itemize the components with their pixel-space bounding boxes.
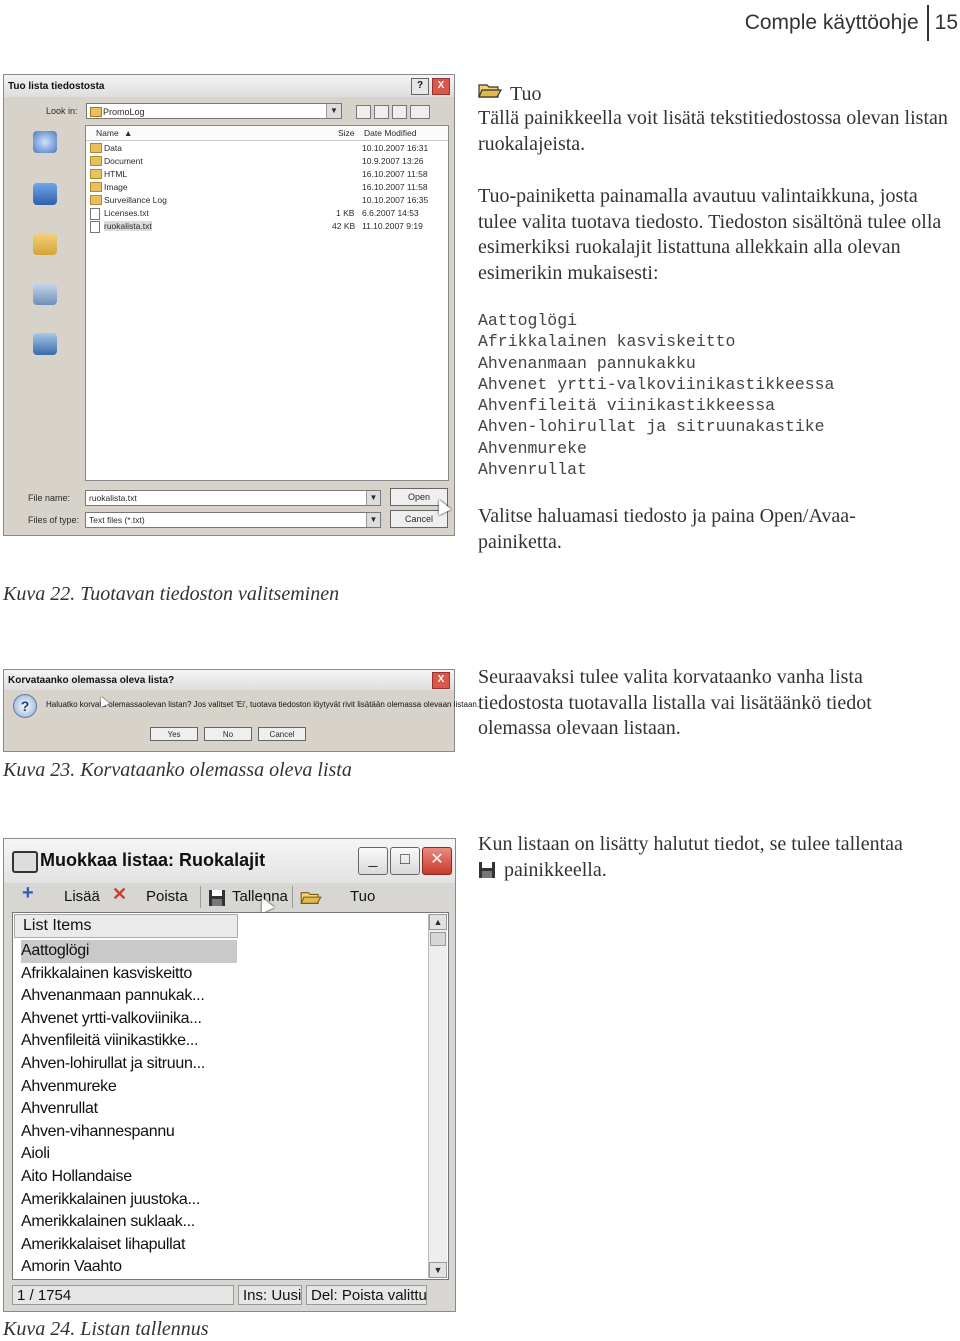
file-list bbox=[85, 125, 449, 481]
chevron-down-icon[interactable]: ▼ bbox=[326, 104, 341, 118]
file-row[interactable] bbox=[86, 155, 448, 168]
dialog-titlebar bbox=[4, 670, 454, 690]
list-item[interactable]: Amerikkalainen suklaak... bbox=[21, 1213, 195, 1231]
views-menu-icon[interactable] bbox=[410, 105, 430, 119]
new-folder-icon[interactable] bbox=[392, 105, 407, 119]
list-item[interactable]: Ahvenmureke bbox=[21, 1077, 117, 1095]
list-item[interactable]: Ahvenanmaan pannukak... bbox=[21, 987, 205, 1005]
status-position: 1 / 1754 bbox=[12, 1285, 234, 1305]
add-button[interactable]: Lisää bbox=[64, 888, 100, 905]
toolbar bbox=[8, 883, 449, 911]
list-item[interactable]: Ahvenfileitä viinikastikke... bbox=[21, 1032, 199, 1050]
status-delete-hint: Del: Poista valittu bbox=[306, 1285, 427, 1305]
computer-icon bbox=[33, 283, 57, 305]
fig23-text: Seuraavaksi tulee valita korvataanko vanha lista tiedostosta tuotavalla listalla vai lisätäänkö tiedot olemassa olevaan listaan. bbox=[478, 666, 872, 739]
column-size[interactable]: Size bbox=[338, 128, 355, 138]
file-name: HTML bbox=[104, 169, 128, 179]
file-name-input[interactable] bbox=[85, 490, 381, 506]
folder-icon bbox=[90, 169, 102, 179]
cancel-button[interactable]: Cancel bbox=[258, 727, 306, 741]
file-row[interactable] bbox=[86, 168, 448, 181]
code-line: Ahven-lohirullat ja sitruunakastike bbox=[478, 417, 825, 437]
desktop-icon bbox=[33, 183, 57, 205]
document-title: Comple käyttöohje bbox=[744, 11, 919, 34]
look-in-label: Look in: bbox=[46, 106, 78, 116]
dialog-title: Tuo lista tiedostosta bbox=[8, 80, 105, 92]
place-desktop[interactable] bbox=[7, 183, 83, 207]
import-button[interactable]: Tuo bbox=[350, 888, 376, 905]
list-editor-window bbox=[3, 838, 456, 1312]
file-list-header bbox=[86, 126, 448, 141]
yes-button[interactable]: Yes bbox=[150, 727, 198, 741]
replace-list-dialog bbox=[3, 669, 480, 752]
toolbar-divider bbox=[200, 886, 201, 908]
file-date: 10.10.2007 16:35 bbox=[362, 195, 429, 205]
code-line: Ahvenanmaan pannukakku bbox=[478, 353, 696, 373]
list-item[interactable]: Amerikkalainen juustoka... bbox=[21, 1190, 200, 1208]
folder-icon bbox=[90, 156, 102, 166]
list-items-box[interactable] bbox=[12, 912, 449, 1280]
place-my-documents[interactable] bbox=[7, 233, 83, 257]
code-line: Ahvenet yrtti-valkoviinikastikkeessa bbox=[478, 374, 835, 394]
floppy-disk-icon bbox=[478, 861, 496, 879]
list-column-header[interactable]: List Items bbox=[14, 914, 238, 938]
tuo-heading-row bbox=[478, 80, 958, 106]
page-header bbox=[745, 6, 960, 40]
file-name: Image bbox=[104, 182, 128, 192]
file-date: 10.10.2007 16:31 bbox=[362, 143, 429, 153]
question-icon: ? bbox=[13, 694, 37, 718]
chevron-down-icon[interactable]: ▼ bbox=[366, 513, 380, 527]
tuo-paragraph-3: Valitse haluamasi tiedosto ja paina Open/Avaa-painiketta. bbox=[478, 505, 856, 553]
scroll-down-icon[interactable]: ▼ bbox=[429, 1262, 447, 1278]
app-icon bbox=[12, 851, 38, 873]
chevron-down-icon[interactable]: ▼ bbox=[366, 491, 380, 505]
dialog-title: Korvataanko olemassa oleva lista? bbox=[8, 674, 175, 686]
file-name: Data bbox=[104, 143, 122, 153]
list-item-selected[interactable]: Aattoglögi bbox=[21, 940, 237, 963]
file-row[interactable] bbox=[86, 142, 448, 155]
minimize-button[interactable]: _ bbox=[358, 847, 388, 875]
fig24-text-after-icon: painikkeella. bbox=[504, 858, 607, 881]
figure-caption: Kuva 23. Korvataanko olemassa oleva lista bbox=[3, 759, 352, 781]
code-line: Aattoglögi bbox=[478, 311, 578, 330]
list-item[interactable]: Ahvenet yrtti-valkoviinika... bbox=[21, 1009, 202, 1027]
header-divider bbox=[927, 5, 929, 41]
delete-icon[interactable]: ✕ bbox=[112, 884, 128, 904]
window-title: Muokkaa listaa: Ruokalajit bbox=[40, 850, 266, 870]
list-item[interactable]: Ahven-lohirullat ja sitruun... bbox=[21, 1054, 205, 1072]
tuo-section bbox=[478, 80, 958, 555]
file-name: Surveillance Log bbox=[104, 195, 167, 205]
figure-caption: Kuva 22. Tuotavan tiedoston valitseminen bbox=[3, 583, 340, 605]
file-row[interactable] bbox=[86, 194, 448, 207]
window-titlebar bbox=[4, 839, 455, 883]
code-line: Ahvenrullat bbox=[478, 460, 587, 480]
file-date: 11.10.2007 9:19 bbox=[362, 221, 423, 231]
list-items bbox=[21, 940, 241, 1279]
file-date: 10.9.2007 13:26 bbox=[362, 156, 424, 166]
back-icon[interactable] bbox=[356, 105, 371, 119]
status-insert-hint: Ins: Uusi bbox=[238, 1285, 302, 1305]
fig24-text bbox=[478, 832, 948, 883]
file-row-selected[interactable] bbox=[86, 220, 448, 233]
file-row[interactable] bbox=[86, 207, 448, 220]
tuo-paragraph-1: Tällä painikkeella voit lisätä tekstitiedostossa olevan listan ruokalajeista. bbox=[478, 107, 948, 155]
file-name: Document bbox=[104, 156, 143, 166]
tuo-paragraph-2: Tuo-painiketta painamalla avautuu valintaikkuna, josta tulee valita tuotava tiedosto. Tiedoston sisältönä tulee olla esimerkiksi ruokalajit listattuna allekkain alla olevan esimerikin mukaisesti: bbox=[478, 185, 942, 284]
file-type-value: Text files (*.txt) bbox=[89, 515, 145, 525]
look-in-select[interactable] bbox=[86, 103, 342, 119]
code-line: Ahvenmureke bbox=[478, 438, 587, 458]
folder-open-icon bbox=[478, 82, 502, 100]
open-button[interactable]: Open bbox=[390, 488, 448, 506]
list-item[interactable]: Aito Hollandaise bbox=[21, 1167, 132, 1185]
scroll-up-icon[interactable]: ▲ bbox=[429, 914, 447, 930]
save-button[interactable]: Tallenna bbox=[232, 888, 288, 905]
open-file-dialog bbox=[3, 74, 455, 536]
plus-icon[interactable]: + bbox=[22, 882, 34, 904]
list-item[interactable]: Ahvenrullat bbox=[21, 1100, 98, 1118]
file-size: 42 KB bbox=[332, 221, 356, 231]
list-item[interactable]: Ahven-vihannespannu bbox=[21, 1122, 175, 1140]
file-date: 16.10.2007 11:58 bbox=[362, 169, 428, 179]
tuo-heading: Tuo bbox=[510, 83, 542, 105]
close-button[interactable]: X bbox=[432, 672, 450, 689]
cancel-button[interactable]: Cancel bbox=[390, 510, 448, 528]
close-button[interactable]: X bbox=[432, 78, 450, 95]
help-button[interactable]: ? bbox=[411, 78, 429, 95]
close-button[interactable]: ✕ bbox=[422, 847, 452, 875]
list-item[interactable]: Aioli bbox=[21, 1145, 50, 1163]
file-type-select[interactable] bbox=[85, 512, 381, 528]
no-button[interactable]: No bbox=[204, 727, 252, 741]
remove-button[interactable]: Poista bbox=[146, 888, 188, 905]
list-item[interactable]: Afrikkalainen kasviskeitto bbox=[21, 964, 192, 982]
fig24-text-line-2 bbox=[478, 858, 948, 884]
folder-icon bbox=[90, 195, 102, 205]
folder-icon bbox=[90, 143, 102, 153]
up-folder-icon[interactable] bbox=[374, 105, 389, 119]
column-date[interactable]: Date Modified bbox=[364, 128, 417, 138]
page-number: 15 bbox=[934, 11, 958, 34]
place-recent[interactable] bbox=[7, 131, 83, 155]
file-name: ruokalista.txt bbox=[104, 221, 152, 231]
file-type-label: Files of type: bbox=[28, 515, 80, 525]
dialog-message: Haluatko korvata olemassaolevan listan? Jos valitset 'Ei', tuotava tiedoston löytyvät rivit lisätään olemassa olevaan listaan. bbox=[46, 700, 480, 709]
places-bar bbox=[7, 125, 83, 485]
my-documents-icon bbox=[33, 233, 57, 255]
dialog-titlebar bbox=[4, 75, 454, 97]
file-name-value: ruokalista.txt bbox=[89, 493, 137, 503]
text-file-icon bbox=[90, 208, 100, 220]
toolbar-divider bbox=[292, 886, 293, 908]
column-name[interactable]: Name bbox=[96, 128, 119, 138]
look-in-value: PromoLog bbox=[103, 107, 145, 117]
recent-documents-icon bbox=[33, 131, 57, 153]
folder-icon bbox=[90, 182, 102, 192]
list-item[interactable]: Amorin Vaahto bbox=[21, 1258, 122, 1276]
code-line: Afrikkalainen kasviskeitto bbox=[478, 332, 736, 352]
folder-icon bbox=[90, 107, 102, 117]
place-my-computer[interactable] bbox=[7, 283, 83, 307]
sort-up-icon: ▲ bbox=[124, 128, 133, 138]
place-network[interactable] bbox=[7, 333, 83, 357]
file-date: 6.6.2007 14:53 bbox=[362, 208, 419, 218]
file-name: Licenses.txt bbox=[104, 208, 149, 218]
file-date: 16.10.2007 11:58 bbox=[362, 182, 428, 192]
list-item[interactable]: Amerikkalaiset lihapullat bbox=[21, 1235, 186, 1253]
file-size: 1 KB bbox=[336, 208, 355, 218]
maximize-button[interactable]: □ bbox=[390, 847, 420, 875]
figure-caption: Kuva 24. Listan tallennus bbox=[3, 1318, 209, 1340]
scroll-thumb[interactable] bbox=[430, 932, 446, 946]
file-name-label: File name: bbox=[28, 493, 71, 503]
vertical-scrollbar[interactable] bbox=[428, 914, 447, 1278]
code-line: Ahvenfileitä viinikastikkeessa bbox=[478, 396, 776, 416]
floppy-disk-icon[interactable] bbox=[208, 889, 226, 907]
file-row[interactable] bbox=[86, 181, 448, 194]
text-file-icon bbox=[90, 221, 100, 233]
folder-open-icon[interactable] bbox=[300, 890, 322, 906]
status-bar bbox=[12, 1282, 449, 1306]
example-file-content bbox=[478, 310, 958, 480]
network-icon bbox=[33, 333, 57, 355]
fig24-text-line-1: Kun listaan on lisätty halutut tiedot, se tulee tallentaa bbox=[478, 833, 903, 855]
